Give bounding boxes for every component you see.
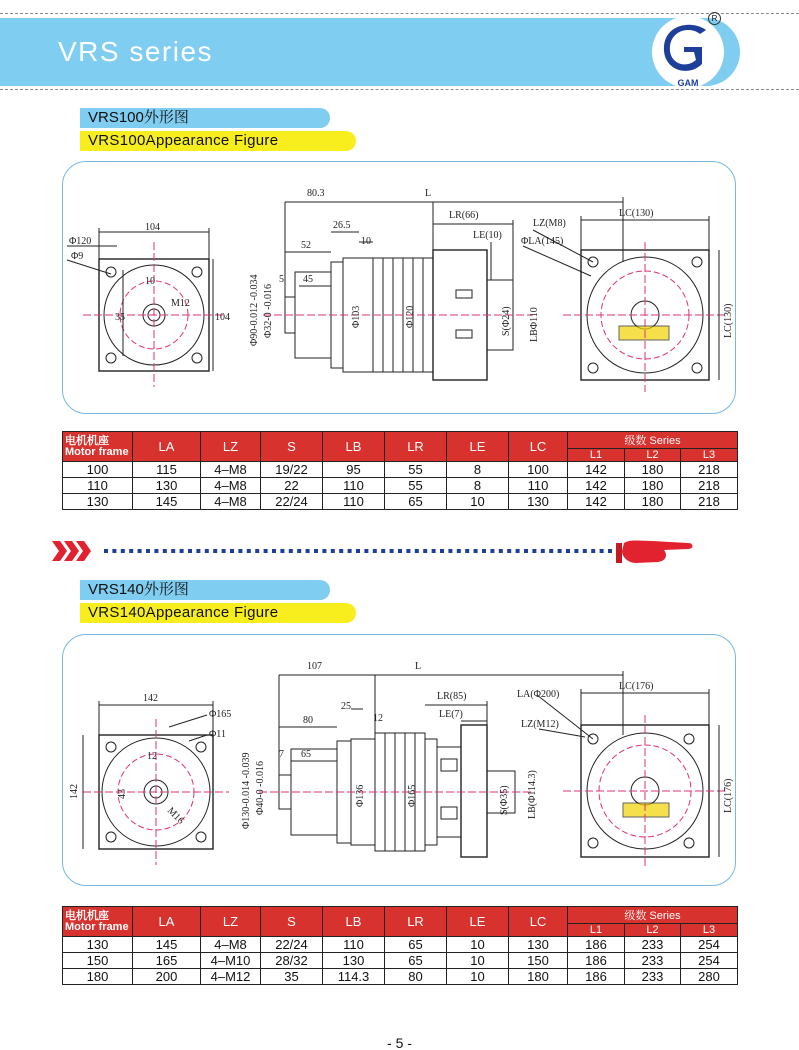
dim-label: LE(10) — [473, 230, 502, 241]
dim-label: Φ165 — [209, 709, 232, 720]
dim-label: LC(130) — [723, 303, 734, 338]
motor-frame-header: 电机机座 Motor frame — [63, 432, 133, 462]
dim-label: LB(Φ114.3) — [527, 770, 538, 819]
table-cell: 180 — [509, 969, 568, 985]
leader-dot — [406, 549, 410, 553]
table-cell: 142 — [568, 494, 625, 510]
dim-label: M16 — [164, 805, 187, 827]
leader-dot — [213, 549, 217, 553]
leader-dot — [238, 549, 242, 553]
table-cell: 233 — [625, 937, 681, 953]
table-cell: 4–M10 — [201, 953, 261, 969]
dim-label: Φ120 — [69, 236, 92, 247]
vrs100-table-body — [63, 462, 738, 510]
registered-mark: R — [708, 12, 721, 25]
header-bottom-dashed-rule — [0, 89, 799, 90]
col-header: LE — [447, 432, 509, 462]
table-cell: 19/22 — [261, 462, 323, 478]
dim-label: Φ9 — [71, 251, 84, 262]
dim-label: 80.3 — [307, 188, 325, 199]
dim-label: LBΦ110 — [529, 307, 540, 342]
dim-label: 65 — [301, 749, 311, 760]
leader-dot — [196, 549, 200, 553]
leader-dot — [516, 549, 520, 553]
dim-label: Φ130-0.014 -0.039 — [241, 752, 252, 829]
pointing-hand-icon — [616, 541, 693, 564]
leader-dot — [289, 549, 293, 553]
leader-dot — [524, 549, 528, 553]
table-cell: 80 — [385, 969, 447, 985]
col-header: LZ — [201, 907, 261, 937]
series-col-header: L1 — [568, 449, 625, 462]
dim-label: LE(7) — [439, 709, 463, 720]
leader-dot — [297, 549, 301, 553]
dim-label: Φ103 — [351, 305, 362, 328]
rear-view — [537, 689, 727, 869]
front-flange-view — [67, 228, 225, 387]
vrs100-drawing — [63, 162, 737, 415]
table-cell: 10 — [447, 937, 509, 953]
dim-label: LC(176) — [619, 681, 654, 692]
dim-label: 104 — [215, 312, 230, 323]
table-row — [63, 937, 738, 953]
vrs140-spec-table — [62, 906, 738, 985]
table-cell: 186 — [568, 953, 625, 969]
dim-label: 7 — [279, 749, 284, 760]
table-cell: 35 — [261, 969, 323, 985]
side-view — [263, 197, 623, 380]
vrs140-drawing-frame — [62, 634, 736, 886]
table-cell: 4–M8 — [201, 937, 261, 953]
table-cell: 65 — [385, 953, 447, 969]
leader-dot — [230, 549, 234, 553]
series-header: 级数 Series — [568, 432, 738, 449]
table-cell: 142 — [568, 478, 625, 494]
section-divider — [52, 537, 702, 565]
dim-label: 35 — [115, 312, 125, 323]
table-cell: 280 — [681, 969, 738, 985]
dotted-leader — [104, 549, 612, 553]
vrs140-drawing — [63, 635, 737, 887]
section1-title-en: VRS100Appearance Figure — [80, 131, 356, 151]
dim-label: S(Φ35) — [499, 785, 510, 815]
dim-label: LR(85) — [437, 691, 467, 702]
section2-title-en: VRS140Appearance Figure — [80, 603, 356, 623]
leader-dot — [331, 549, 335, 553]
leader-dot — [339, 549, 343, 553]
table-cell: 55 — [385, 478, 447, 494]
dim-label: LC(130) — [619, 208, 654, 219]
table-cell: 8 — [447, 478, 509, 494]
section2-title-cn: VRS140外形图 — [80, 580, 330, 600]
series-col-header: L3 — [681, 924, 738, 937]
dim-label: LR(66) — [449, 210, 479, 221]
leader-dot — [600, 549, 604, 553]
table-row — [63, 494, 738, 510]
leader-dot — [306, 549, 310, 553]
table-cell: 200 — [133, 969, 201, 985]
leader-dot — [482, 549, 486, 553]
dim-label: 10 — [145, 276, 155, 287]
leader-dot — [138, 549, 142, 553]
dim-label: Φ40-0 -0.016 — [255, 761, 266, 815]
front-flange-view — [83, 701, 232, 865]
col-header: LB — [323, 432, 385, 462]
table-cell: 95 — [323, 462, 385, 478]
leader-dot — [549, 549, 553, 553]
table-cell: 145 — [133, 937, 201, 953]
table-cell: 130 — [323, 953, 385, 969]
table-cell: 4–M8 — [201, 494, 261, 510]
table-cell: 180 — [625, 494, 681, 510]
leader-dot — [566, 549, 570, 553]
table-cell: 65 — [385, 937, 447, 953]
table-cell: 4–M8 — [201, 478, 261, 494]
table-cell: 8 — [447, 462, 509, 478]
col-header: LE — [447, 907, 509, 937]
col-header: LC — [509, 432, 568, 462]
table-cell: 233 — [625, 969, 681, 985]
leader-dot — [272, 549, 276, 553]
dim-label: 107 — [307, 661, 322, 672]
table-cell: 218 — [681, 494, 738, 510]
series-col-header: L2 — [625, 924, 681, 937]
leader-dot — [390, 549, 394, 553]
leader-dot — [507, 549, 511, 553]
leader-dot — [448, 549, 452, 553]
leader-dot — [188, 549, 192, 553]
leader-dot — [129, 549, 133, 553]
col-header: S — [261, 432, 323, 462]
vrs100-drawing-frame — [62, 161, 736, 414]
leader-dot — [608, 549, 612, 553]
table-cell: 254 — [681, 953, 738, 969]
dim-label: L — [415, 661, 422, 672]
leader-dot — [373, 549, 377, 553]
col-header: LR — [385, 432, 447, 462]
leader-dot — [154, 549, 158, 553]
col-header: LA — [133, 907, 201, 937]
table-cell: 150 — [63, 953, 133, 969]
dim-label: L — [425, 188, 432, 199]
table-cell: 110 — [323, 478, 385, 494]
logo-text: GAM — [677, 78, 699, 88]
leader-dot — [381, 549, 385, 553]
leader-dot — [348, 549, 352, 553]
dim-label: 45 — [303, 274, 313, 285]
series-col-header: L3 — [681, 449, 738, 462]
col-header: LR — [385, 907, 447, 937]
table-cell: 145 — [133, 494, 201, 510]
table-cell: 150 — [509, 953, 568, 969]
leader-dot — [121, 549, 125, 553]
table-cell: 180 — [625, 478, 681, 494]
dim-label: 26.5 — [333, 220, 351, 231]
table-row — [63, 969, 738, 985]
leader-dot — [457, 549, 461, 553]
leader-dot — [180, 549, 184, 553]
leader-dot — [112, 549, 116, 553]
leader-dot — [432, 549, 436, 553]
dim-label: Φ32-0 -0.016 — [263, 284, 274, 338]
dim-label: 142 — [69, 784, 80, 799]
table-cell: 10 — [447, 494, 509, 510]
leader-dot — [474, 549, 478, 553]
dim-label: LZ(M8) — [533, 218, 566, 229]
leader-dot — [146, 549, 150, 553]
leader-dot — [222, 549, 226, 553]
table-cell: 110 — [323, 494, 385, 510]
dim-label: 25 — [341, 701, 351, 712]
col-header: LB — [323, 907, 385, 937]
leader-dot — [205, 549, 209, 553]
col-header: LZ — [201, 432, 261, 462]
table-row — [63, 478, 738, 494]
table-cell: 186 — [568, 969, 625, 985]
table-cell: 130 — [509, 494, 568, 510]
dim-label: 104 — [145, 222, 160, 233]
table-cell: 130 — [509, 937, 568, 953]
col-header: LA — [133, 432, 201, 462]
leader-dot — [322, 549, 326, 553]
leader-dot — [163, 549, 167, 553]
leader-dot — [465, 549, 469, 553]
table-cell: 218 — [681, 478, 738, 494]
leader-dot — [104, 549, 108, 553]
leader-dot — [583, 549, 587, 553]
dim-label: M12 — [171, 298, 190, 309]
table-cell: 4–M8 — [201, 462, 261, 478]
triple-chevron-icon — [52, 541, 91, 561]
table-cell: 180 — [63, 969, 133, 985]
leader-dot — [490, 549, 494, 553]
dim-label: LC(176) — [723, 778, 734, 813]
table-cell: 22 — [261, 478, 323, 494]
dim-label: Φ11 — [209, 729, 226, 740]
leader-dot — [398, 549, 402, 553]
leader-dot — [264, 549, 268, 553]
dim-label: Φ120 — [405, 305, 416, 328]
dim-label: 80 — [303, 715, 313, 726]
dim-label: 12 — [147, 751, 157, 762]
vrs140-table-body — [63, 937, 738, 985]
dim-label: 142 — [143, 693, 158, 704]
table-cell: 65 — [385, 494, 447, 510]
dim-label: Φ90-0.012 -0.034 — [249, 274, 260, 346]
leader-dot — [314, 549, 318, 553]
table-cell: 254 — [681, 937, 738, 953]
series-col-header: L1 — [568, 924, 625, 937]
leader-dot — [558, 549, 562, 553]
leader-dot — [364, 549, 368, 553]
table-cell: 218 — [681, 462, 738, 478]
table-cell: 4–M12 — [201, 969, 261, 985]
leader-dot — [356, 549, 360, 553]
table-cell: 130 — [133, 478, 201, 494]
leader-dot — [415, 549, 419, 553]
dim-label: Φ136 — [355, 784, 366, 807]
dim-label: 43 — [117, 789, 128, 799]
table-cell: 110 — [63, 478, 133, 494]
leader-dot — [541, 549, 545, 553]
series-header: 级数 Series — [568, 907, 738, 924]
leader-dot — [591, 549, 595, 553]
table-cell: 233 — [625, 953, 681, 969]
leader-dot — [440, 549, 444, 553]
col-header: S — [261, 907, 323, 937]
table-cell: 10 — [447, 969, 509, 985]
col-header: LC — [509, 907, 568, 937]
table-cell: 28/32 — [261, 953, 323, 969]
section1-title-cn: VRS100外形图 — [80, 108, 330, 128]
motor-frame-header: 电机机座 Motor frame — [63, 907, 133, 937]
table-row — [63, 462, 738, 478]
leader-dot — [171, 549, 175, 553]
dim-label: ΦLA(145) — [521, 236, 564, 247]
table-cell: 142 — [568, 462, 625, 478]
leader-dot — [423, 549, 427, 553]
table-cell: 10 — [447, 953, 509, 969]
leader-dot — [255, 549, 259, 553]
page-number: - 5 - — [387, 1035, 412, 1050]
table-cell: 114.3 — [323, 969, 385, 985]
table-cell: 100 — [509, 462, 568, 478]
dim-label: LA(Φ200) — [517, 689, 560, 700]
page-title: VRS series — [58, 36, 214, 67]
table-cell: 22/24 — [261, 494, 323, 510]
table-cell: 130 — [63, 494, 133, 510]
table-cell: 186 — [568, 937, 625, 953]
series-col-header: L2 — [625, 449, 681, 462]
table-cell: 100 — [63, 462, 133, 478]
table-cell: 55 — [385, 462, 447, 478]
table-cell: 115 — [133, 462, 201, 478]
table-cell: 180 — [625, 462, 681, 478]
leader-dot — [247, 549, 251, 553]
leader-dot — [532, 549, 536, 553]
dim-label: 12 — [373, 713, 383, 724]
dim-label: 52 — [301, 240, 311, 251]
dim-label: 10 — [361, 236, 371, 247]
leader-dot — [280, 549, 284, 553]
dim-label: S(Φ24) — [501, 306, 512, 336]
table-row — [63, 953, 738, 969]
table-cell: 110 — [323, 937, 385, 953]
table-cell: 165 — [133, 953, 201, 969]
dim-label: 5 — [279, 274, 284, 285]
leader-dot — [499, 549, 503, 553]
table-cell: 110 — [509, 478, 568, 494]
leader-dot — [574, 549, 578, 553]
table-cell: 22/24 — [261, 937, 323, 953]
dim-label: Φ165 — [407, 784, 418, 807]
dim-label: LZ(M12) — [521, 719, 559, 730]
table-cell: 130 — [63, 937, 133, 953]
vrs100-spec-table — [62, 431, 738, 510]
